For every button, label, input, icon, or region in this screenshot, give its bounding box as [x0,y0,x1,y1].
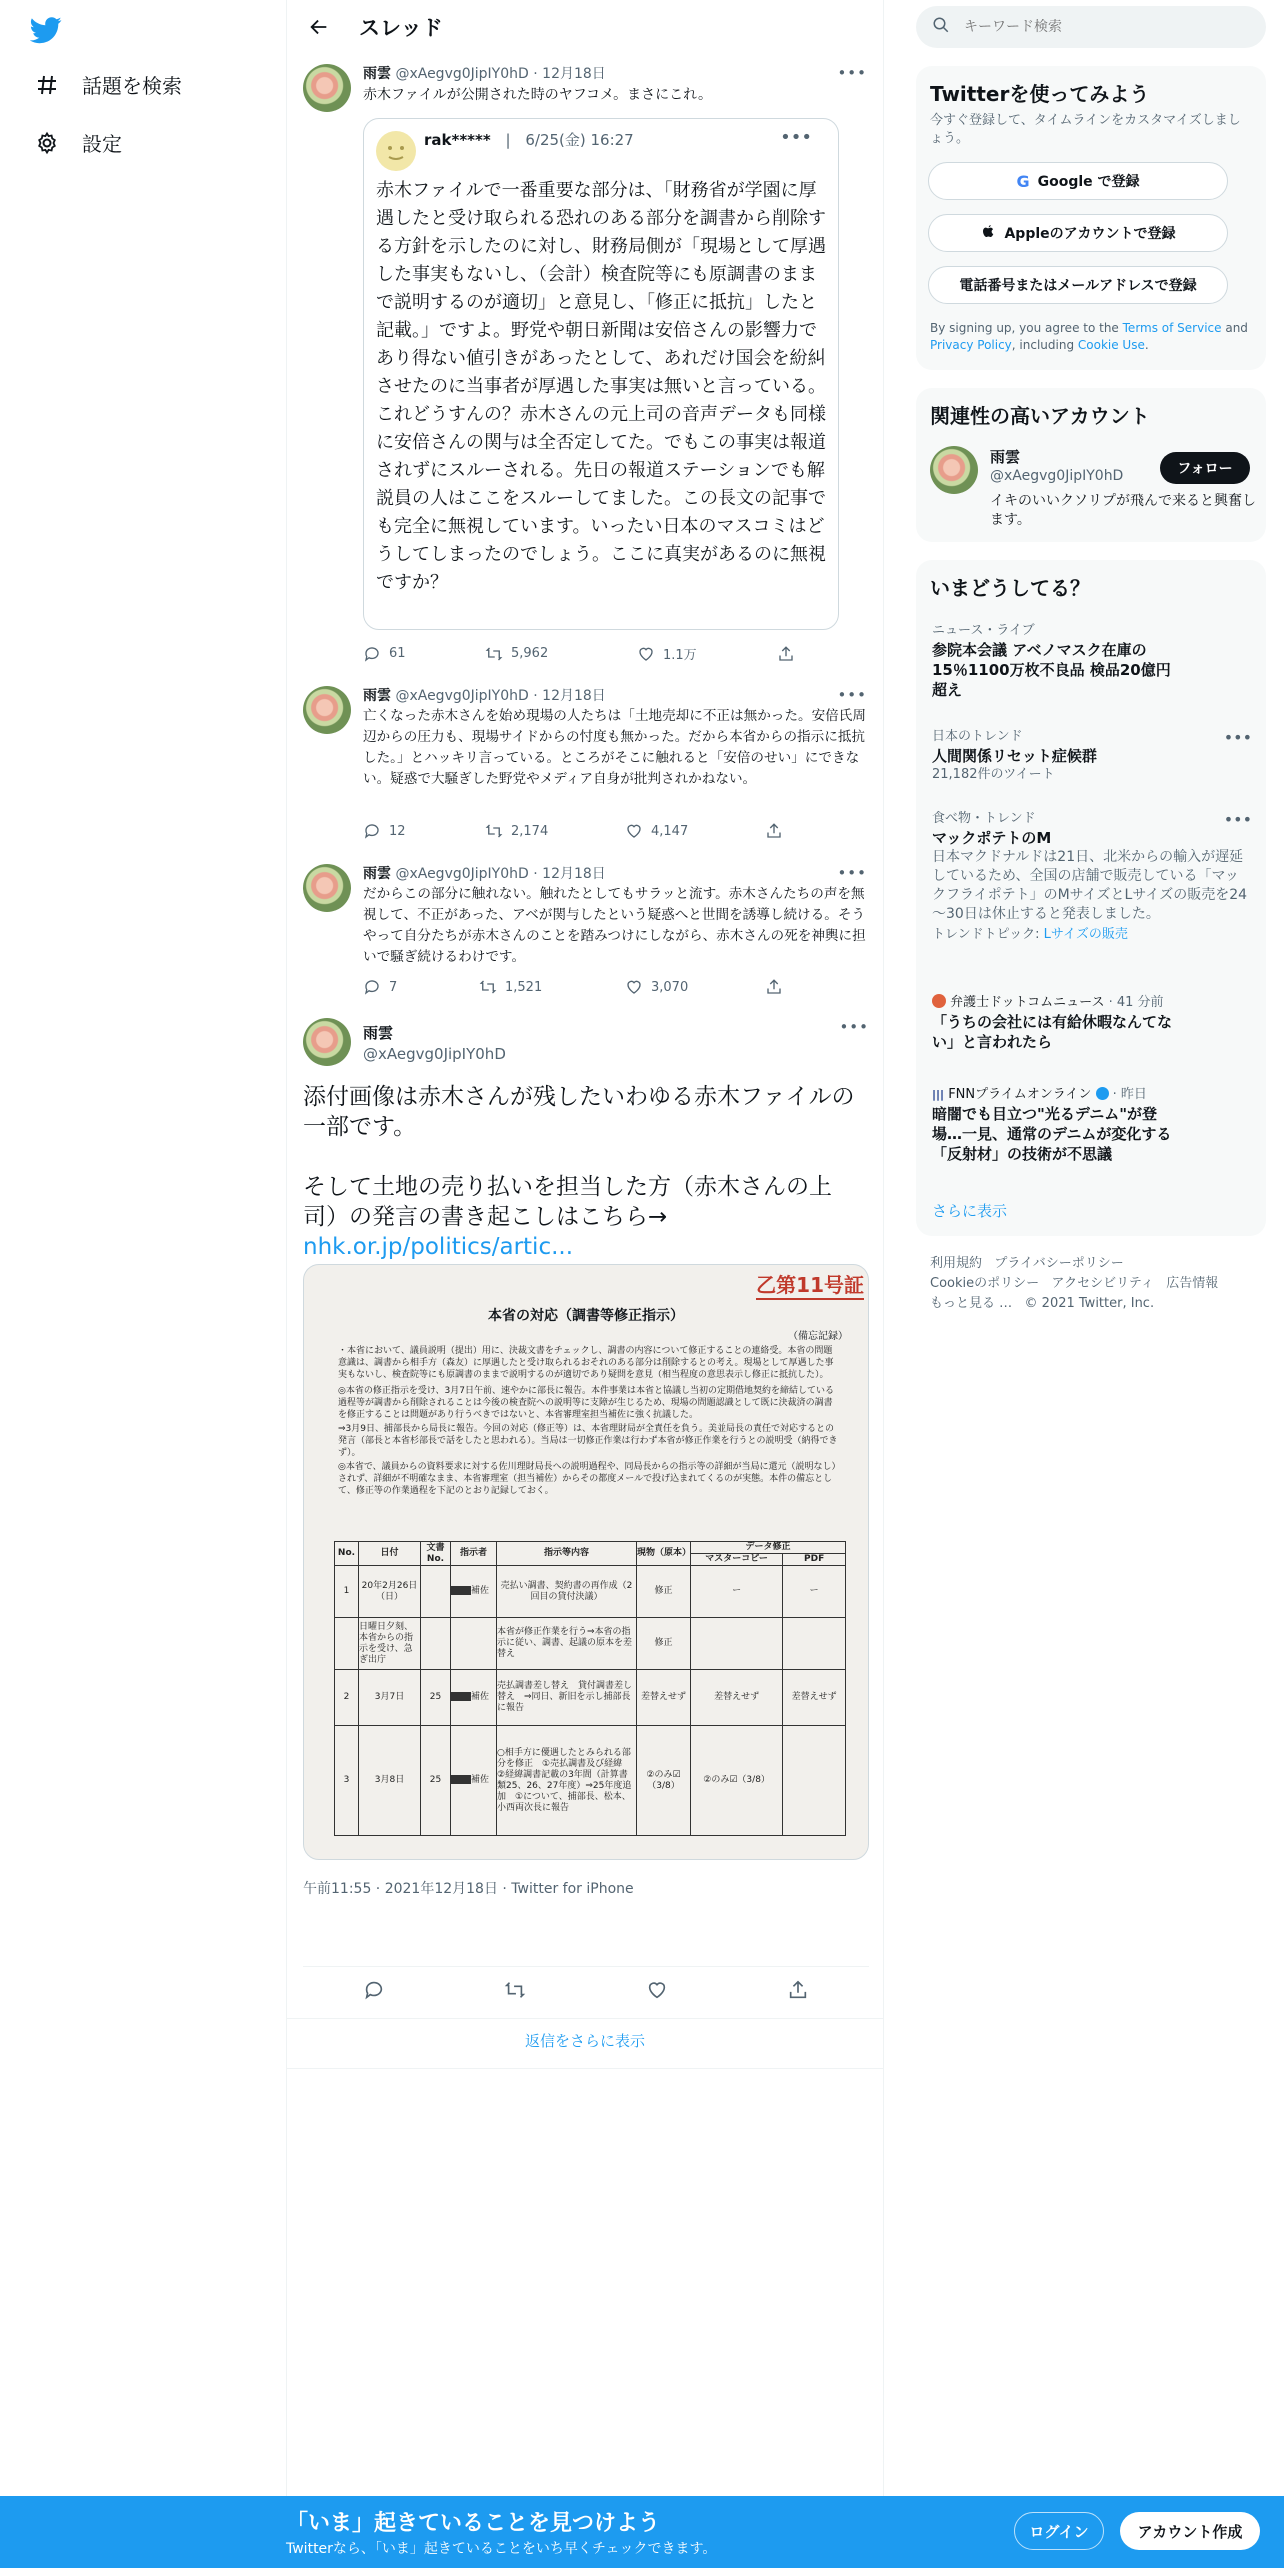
tweet-text: だからこの部分に触れない。触れたとしてもサラッと流す。赤木さんたちの声を無視して、不正があった、アベが関与したという疑惑へと世間を誘導し続ける。そうやって自分たちが赤木さんのことを踏みつけにしながら、赤木さんの死を神輿に担いで騒ぎ続けるわけです。 [363,886,866,965]
doc-td [421,1566,451,1618]
doc-td: 日曜日夕刻、本省からの指示を受け、急ぎ出庁 [359,1618,421,1670]
doc-th: マスターコピー [691,1554,783,1566]
main-tweet-text [303,1082,863,1262]
heart-icon [625,978,643,996]
share-icon [765,822,783,840]
tweet-date[interactable]: 12月18日 [542,866,606,882]
main-tweet-text-line1: 添付画像は赤木さんが残したいわゆる赤木ファイルの一部です。 [303,1084,855,1140]
retweet-button[interactable] [479,978,625,996]
doc-td [451,1618,497,1670]
doc-paragraph: ⇒3月9日、捕部長から局長に報告。今回の対応（修正等）は、本省理財局が全責任を負う。美並局長の責任で対応するとの発言（部長と本省杉部長で話をしたと思われる）。当局は一切修正作業は行わず本省が修正作業を行うとの説明受（納得できず）。 [338,1424,838,1458]
doc-th: 現物（原本） [637,1542,691,1566]
doc-paragraph: ・本省において、議員説明（提出）用に、決裁文書をチェックし、調書の内容について修正することの連絡受。本省の問題意識は、調書から相手方（森友）に厚遇したと受け取られるおそれのある部分は削除するとの考え。現場として厚遇した事実もないし、検査院等にも原調書のままで説明するのが適切であり疑問を意見（相当程度の意思表示し修正に抵抗した）。 [338,1346,834,1380]
heart-icon[interactable] [646,1979,668,2005]
footer-link[interactable]: 広告情報 [1166,1276,1219,1291]
signup-terms: By signing up, you agree to the Terms of Service and Privacy Policy, including Cookie Use. [930,321,1248,352]
copyright: © 2021 Twitter, Inc. [1024,1296,1155,1311]
doc-td: 修正 [637,1566,691,1618]
quote-text: 赤木ファイルで一番重要な部分は、「財務省が学園に厚遇したと受け取られる恐れのある部分を調書から削除する方針を示したのに対し、財務局側が「現場として厚遇した事実もないし、（会計）検査院等にも原調書のままで説明するのが適切」と意見し、「修正に抵抗」したと記載。」ですよ。野党や朝日新聞は安倍さんの影響力であり得ない値引きがあったとして、あれだけ国会を紛糾させたのに当事者が厚遇した事実は無いと言っている。これどうすんの？赤木さんの元上司の音声データも同様に安倍さんの関与は全否定してた。でもこの事実は報道されずにスルーされる。先日の報道ステーションでも解説員の人はここをスルーしてました。この長文の記事でも完全に無視しています。いったい日本のマスコミはどうしてしまったのでしょう。ここに真実があるのに無視ですか？ [376,180,826,593]
news-source-line: 弁護士ドットコムニュース · 41 分前 [932,994,1252,1012]
tweet-user-line: 雨雲 @xAegvg0JipIY0hD · 12月18日 [363,688,606,704]
avatar[interactable] [303,686,351,734]
doc-stamp: 乙第11号証 [756,1269,864,1300]
doc-td: 売払い調書、契約書の再作成（2回目の貸付決議） [497,1566,637,1618]
tweet-author-name[interactable]: 雨雲 [363,66,391,82]
reply-icon [363,978,381,996]
bottom-subtext: Twitterなら、「いま」起きていることをいち早くチェックできます。 [286,2541,717,2557]
thread-header [287,0,883,54]
tweet-author-name[interactable]: 雨雲 [363,866,391,882]
related-account-handle: @xAegvg0JipIY0hD [990,468,1124,484]
like-button[interactable] [625,978,765,996]
retweet-icon [485,645,503,663]
divider [287,2018,883,2019]
doc-td: 差替えせず [637,1670,691,1726]
more-options-icon[interactable]: ••• [839,1018,869,1036]
footer-more-link[interactable]: もっと見る … [930,1296,1013,1311]
reply-button[interactable] [363,644,485,663]
doc-paragraph: ◎本省の修正指示を受け、3月7日午前、速やかに部長に報告。本件事業は本省と協議し当初の定期借地契約を締結している過程等が調書から削除されることは今後の検査院への説明等に支障が生じるため、現場の問題認識として既に決裁済の調書を修正することは問題があり行うべきではないと、本省審理室担当補佐に強く抗議した。 [338,1386,834,1420]
more-options-icon[interactable]: ••• [837,686,867,704]
quote-more-icon: ••• [780,127,812,148]
bottom-headline: 「いま」起きていることを見つけよう [286,2511,661,2536]
tweet-handle: @xAegvg0JipIY0hD [395,866,529,882]
doc-th: No. [335,1542,359,1566]
retweet-count: 1,521 [505,979,543,995]
google-icon: G [1016,171,1030,191]
search-input[interactable] [964,19,1224,35]
heart-icon [637,645,655,663]
quoted-tweet[interactable] [363,118,839,630]
doc-th: 日付 [359,1542,421,1566]
trend-item[interactable]: 日本のトレンド ••• 人間関係リセット症候群 21,182件のツイート [932,728,1252,782]
tweet-actions [363,978,783,996]
footer-link[interactable]: プライバシーポリシー [994,1256,1124,1271]
footer-link[interactable]: Cookieのポリシー [930,1276,1040,1291]
tweet-text: 亡くなった赤木さんを始め現場の人たちは「土地売却に不正は無かった。安倍氏周辺からの圧力も、現場サイドからの忖度も無かった。だから本省からの指示に抵抗した。」とハッキリ言っている。ところがそこに触れると「安倍のせい」にできない。疑惑で大騒ぎした野党やメディア自身が批判されかねない。 [363,708,866,787]
retweet-icon[interactable] [504,1979,526,2005]
related-accounts-panel [916,388,1266,542]
doc-td: 3月7日 [359,1670,421,1726]
nav-settings[interactable] [34,128,122,157]
main-column [286,0,884,2568]
doc-td [783,1618,846,1670]
reply-count: 12 [389,823,406,839]
doc-note: （備忘記録） [788,1331,848,1342]
left-nav [0,0,286,2568]
cookie-link[interactable]: Cookie Use [1077,338,1145,352]
back-arrow-icon[interactable] [299,7,339,47]
avatar[interactable] [930,446,978,494]
doc-td: 本省が修正作業を行う⇒本省の指示に従い、調書、起議の原本を差替え [497,1618,637,1670]
tweet-author-name[interactable]: 雨雲 [363,688,391,704]
tweet-date[interactable]: 12月18日 [542,66,606,82]
tweet[interactable] [303,686,869,844]
share-button[interactable] [777,644,795,663]
footer-link[interactable]: アクセシビリティ [1051,1276,1154,1291]
signup-panel [916,66,1266,370]
avatar[interactable] [303,864,351,912]
doc-td: 差替えせず [783,1670,846,1726]
doc-td: 3 [335,1726,359,1836]
tweet-user-line: 雨雲 @xAegvg0JipIY0hD · 12月18日 [363,866,606,882]
apple-signup-button[interactable]: Appleのアカウントで登録 [928,214,1228,252]
search-box[interactable] [916,6,1266,48]
footer-link[interactable]: 利用規約 [930,1256,983,1271]
retweet-count: 2,174 [511,823,549,839]
doc-td: 補佐 [451,1566,497,1618]
nav-settings-label: 設定 [82,132,122,156]
retweet-button[interactable] [485,822,625,840]
retweet-icon [485,822,503,840]
like-button[interactable] [625,822,765,840]
doc-td [421,1618,451,1670]
news-source-line: ||| FNNプライムオンライン · 昨日 [932,1087,1147,1102]
divider [287,2068,883,2069]
trend-item[interactable]: 食べ物・トレンド ••• マックポテトのM 日本マクドナルドは21日、北米からの輸入が遅延しているため、全国の店舗で販売している「マックフライポテト」のMサイズとLサイズの販売を24～30日は休止すると発表しました。 トレンドトピック: Lサイズの販売 [932,810,1252,942]
doc-td: 補佐 [451,1670,497,1726]
nav-explore-label: 話題を検索 [82,74,182,98]
retweet-count: 5,962 [511,646,549,661]
related-account-bio: イキのいいクソリプが飛んで来ると興奮します。 [990,493,1256,528]
doc-td: 売払調書差し替え 貸付調書差し替え ⇒同日、新旧を示し捕部長に報告 [497,1670,637,1726]
privacy-link[interactable]: Privacy Policy [930,338,1012,352]
doc-td [691,1618,783,1670]
more-options-icon[interactable]: ••• [837,864,867,882]
article-link[interactable]: nhk.or.jp/politics/artic... [303,1234,574,1260]
doc-th: データ修正 [691,1542,846,1554]
doc-td: 補佐 [451,1726,497,1836]
news-item[interactable]: ||| FNNプライムオンライン · 昨日 暗闇でも目立つ"光るデニム"が登場…一見、通常のデニムが変化する「反射材」の技術が不思議 [932,1086,1252,1164]
tweet-handle: @xAegvg0JipIY0hD [395,688,529,704]
like-count: 1.1万 [663,648,697,663]
doc-td: ー [783,1566,846,1618]
doc-td: 3月8日 [359,1726,421,1836]
gear-icon [34,130,60,156]
trends-show-more-link[interactable]: さらに表示 [932,1202,1008,1220]
trends-title: いまどうしてる？ [930,576,1090,600]
doc-td: ○相手方に優遇したとみられる部分を修正 ①売払調書及び経緯 ②経緯調書記載の3年間（計算書類25、26、27年度）⇒25年度追加 ①について、捕部長、松本、小西両次長に報告 [497,1726,637,1836]
tweet-text: 赤木ファイルが公開された時のヤフコメ。まさにこれ。 [363,87,713,103]
doc-paragraph: ◎本省で、議員からの資料要求に対する佐川理財局長への説明過程や、同局長からの指示等の詳細が当局に還元（説明なし）されず、詳細が不明確なまま、本省審理室（担当補佐）からその都度メールで投げ込まれてくるのが実態。本件の備忘として、修正等の作業過程を下記のとおり記録しておく。 [338,1462,836,1496]
doc-body [338,1345,838,1497]
tweet-user-line: 雨雲 @xAegvg0JipIY0hD · 12月18日 [363,66,606,82]
reply-button[interactable] [363,822,485,840]
like-count: 4,147 [651,823,689,839]
doc-td: ②のみ☑（3/8） [691,1726,783,1836]
main-tweet-header [303,1018,869,1078]
terms-link[interactable]: Terms of Service [1122,321,1222,335]
signup-button[interactable]: アカウント作成 [1120,2512,1260,2550]
quote-date: 6/25(金) 16:27 [525,131,634,149]
reply-icon [363,822,381,840]
doc-td: 差替えせず [691,1670,783,1726]
fnn-logo-icon: ||| [932,1088,945,1101]
verified-badge-icon [1096,1087,1109,1100]
trends-panel [916,560,1266,1236]
news-item[interactable]: 弁護士ドットコムニュース · 41 分前 「うちの会社には有給休暇なんてない」と言われたら [932,994,1252,1052]
doc-th: 指示者 [451,1542,497,1566]
sidebar-footer [930,1254,1250,1314]
retweet-icon [479,978,497,996]
doc-td: 修正 [637,1618,691,1670]
search-icon [932,16,950,38]
follow-button[interactable]: フォロー [1160,452,1250,484]
tweet-handle[interactable]: @xAegvg0JipIY0hD [363,1045,506,1063]
signup-subtitle: 今すぐ登録して、タイムラインをカスタマイズしましょう。 [930,113,1241,146]
more-options-icon[interactable]: ••• [1223,810,1252,829]
related-title: 関連性の高いアカウント [930,404,1150,428]
doc-th: PDF [783,1554,846,1566]
divider [303,1966,869,1967]
more-options-icon[interactable]: ••• [837,64,867,82]
doc-td: ②のみ☑（3/8） [637,1726,691,1836]
main-tweet-text-line2: そして土地の売り払いを担当した方（赤木さんの上司）の発言の書き起こしはこちら→ [303,1174,832,1230]
reply-icon[interactable] [363,1979,385,2005]
share-icon[interactable] [787,1979,809,2005]
share-icon [765,978,783,996]
retweet-button[interactable] [485,644,637,663]
page-title: スレッド [359,16,443,40]
doc-td: 1 [335,1566,359,1618]
trend-item[interactable]: ニュース・ライブ 参院本会議 アベノマスク在庫の15％1100万枚不良品 検品20億円超え [932,623,1171,699]
doc-td [335,1618,359,1670]
doc-td: 20年2月26日（日） [359,1566,421,1618]
related-account-name[interactable]: 雨雲 [990,448,1021,466]
reply-count: 7 [389,979,398,995]
doc-td [783,1726,846,1836]
tweet[interactable] [303,64,869,674]
signup-title: Twitterを使ってみよう [930,82,1150,106]
attached-document-image[interactable] [303,1264,869,1860]
reply-count: 61 [389,646,406,661]
doc-td: ー [691,1566,783,1618]
tweet-actions [363,644,795,663]
doc-td: 2 [335,1670,359,1726]
share-button[interactable] [765,822,783,840]
doc-th: 指示等内容 [497,1542,637,1566]
more-options-icon[interactable]: ••• [1223,728,1252,747]
doc-td: 25 [421,1670,451,1726]
doc-table [334,1541,846,1836]
tweet-author-name[interactable]: 雨雲 [363,1024,394,1042]
heart-icon [625,822,643,840]
share-button[interactable] [765,978,783,996]
show-more-replies-link[interactable]: 返信をさらに表示 [524,2032,645,2050]
google-signup-button[interactable]: G Google で登録 [928,162,1228,200]
like-count: 3,070 [651,979,689,995]
trend-topic-link[interactable]: Lサイズの販売 [1043,927,1128,942]
avatar[interactable] [303,64,351,112]
tweet-handle: @xAegvg0JipIY0hD [395,66,529,82]
like-button[interactable] [637,644,777,663]
apple-icon [980,223,996,243]
nav-explore[interactable] [34,70,182,99]
quote-avatar [376,131,416,171]
tweet-timestamp[interactable]: 午前11:55 · 2021年12月18日 · Twitter for iPhone [303,1881,634,1897]
avatar[interactable] [303,1018,351,1066]
bottom-signup-bar [0,2496,1284,2568]
doc-title: 本省の対応（調書等修正指示） [488,1308,684,1324]
reply-button[interactable] [363,978,479,996]
tweet-actions [363,822,783,840]
tweet[interactable] [303,864,869,1002]
login-button[interactable]: ログイン [1014,2512,1104,2550]
doc-th: 文書No. [421,1542,451,1566]
hashtag-icon [34,72,60,98]
quote-header: rak***** | 6/25(金) 16:27 [424,131,634,149]
reply-icon [363,645,381,663]
main-tweet-actions [303,1968,869,2016]
quote-author-name: rak***** [424,131,491,149]
tweet-date[interactable]: 12月18日 [542,688,606,704]
twitter-logo-icon[interactable] [30,14,62,46]
doc-td: 25 [421,1726,451,1836]
source-logo-icon [932,994,946,1008]
share-icon [777,645,795,663]
phone-email-signup-button[interactable]: 電話番号またはメールアドレスで登録 [928,266,1228,304]
